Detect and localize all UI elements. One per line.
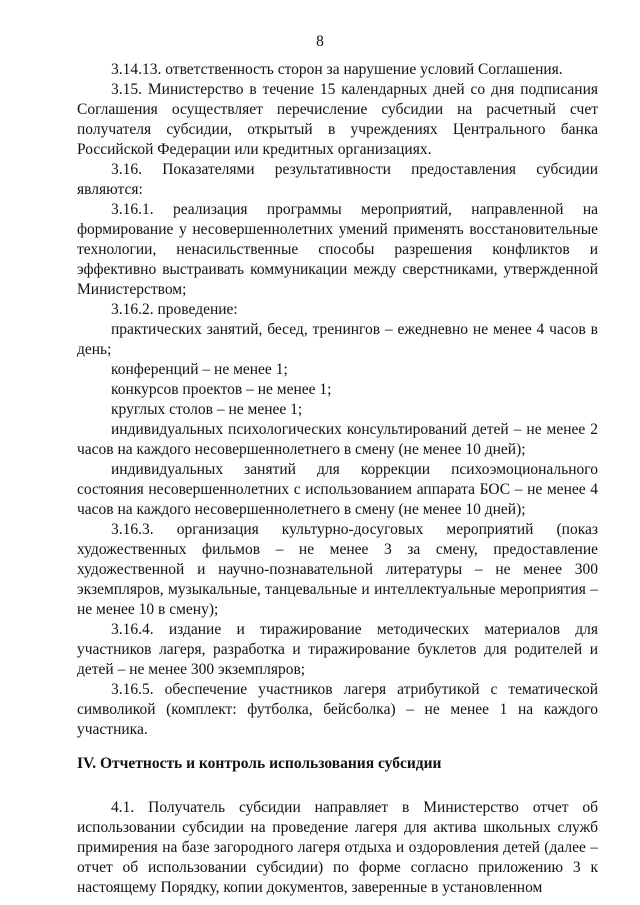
paragraphs-before-heading — [77, 60, 598, 740]
paragraph: конкурсов проектов – не менее 1; — [111, 381, 332, 398]
paragraph: 4.1. Получатель субсидии направляет в Министерство отчет об использовании субсидии на проведение лагеря для актива школьных служб примирения на базе загородного лагеря отдыха и оздоровления детей (далее – отчет об использовании субсидии) по форме согласно приложению 3 к настоящему Порядку, копии документов, заверенные в установленном — [77, 799, 598, 896]
paragraph: индивидуальных психологических консультирований детей – не менее 2 часов на каждого несовершеннолетнего в смену (не менее 10 дней); — [77, 421, 598, 458]
paragraph: 3.16.2. проведение: — [111, 301, 238, 318]
section-heading: IV. Отчетность и контроль использования субсидии — [77, 755, 442, 772]
paragraph: 3.16. Показателями результативности предоставления субсидии являются: — [77, 161, 598, 198]
paragraph: 3.16.5. обеспечение участников лагеря атрибутикой с тематической символикой (комплект: футболка, бейсболка) – не менее 1 на каждого участника. — [77, 681, 598, 738]
paragraph: 3.15. Министерство в течение 15 календарных дней со дня подписания Соглашения осуществляет перечисление субсидии на расчетный счет получателя субсидии, открытый в учреждениях Центрального банка Российской Федерации или кредитных организациях. — [77, 81, 598, 158]
paragraphs-after-heading — [77, 798, 598, 898]
paragraph: индивидуальных занятий для коррекции психоэмоционального состояния несовершеннолетних с использованием аппарата БОС – не менее 4 часов на каждого несовершеннолетнего в смену (не менее 10 дней); — [77, 461, 598, 518]
paragraph: 3.16.1. реализация программы мероприятий, направленной на формирование у несовершеннолетних умений применять восстановительные технологии, ненасильственные способы разрешения конфликтов и эффективно выстраивать коммуникации между сверстниками, утвержденной Министерством; — [77, 201, 598, 298]
paragraph: 3.16.3. организация культурно-досуговых мероприятий (показ художественных фильмов – не менее 3 за смену, предоставление художественной и научно-познавательной литературы – не менее 300 экземпляров, музыкальные, танцевальные и интеллектуальные мероприятия – не менее 10 в смену); — [77, 521, 598, 618]
page-number: 8 — [316, 33, 324, 50]
paragraph: 3.16.4. издание и тиражирование методических материалов для участников лагеря, разработка и тиражирование буклетов для родителей и детей – не менее 300 экземпляров; — [77, 621, 598, 678]
paragraph: практических занятий, бесед, тренингов – ежедневно не менее 4 часов в день; — [77, 321, 598, 358]
document-body — [77, 60, 598, 898]
paragraph: конференций – не менее 1; — [111, 361, 288, 378]
paragraph: круглых столов – не менее 1; — [111, 401, 303, 418]
paragraph: 3.14.13. ответственность сторон за нарушение условий Соглашения. — [111, 61, 563, 78]
